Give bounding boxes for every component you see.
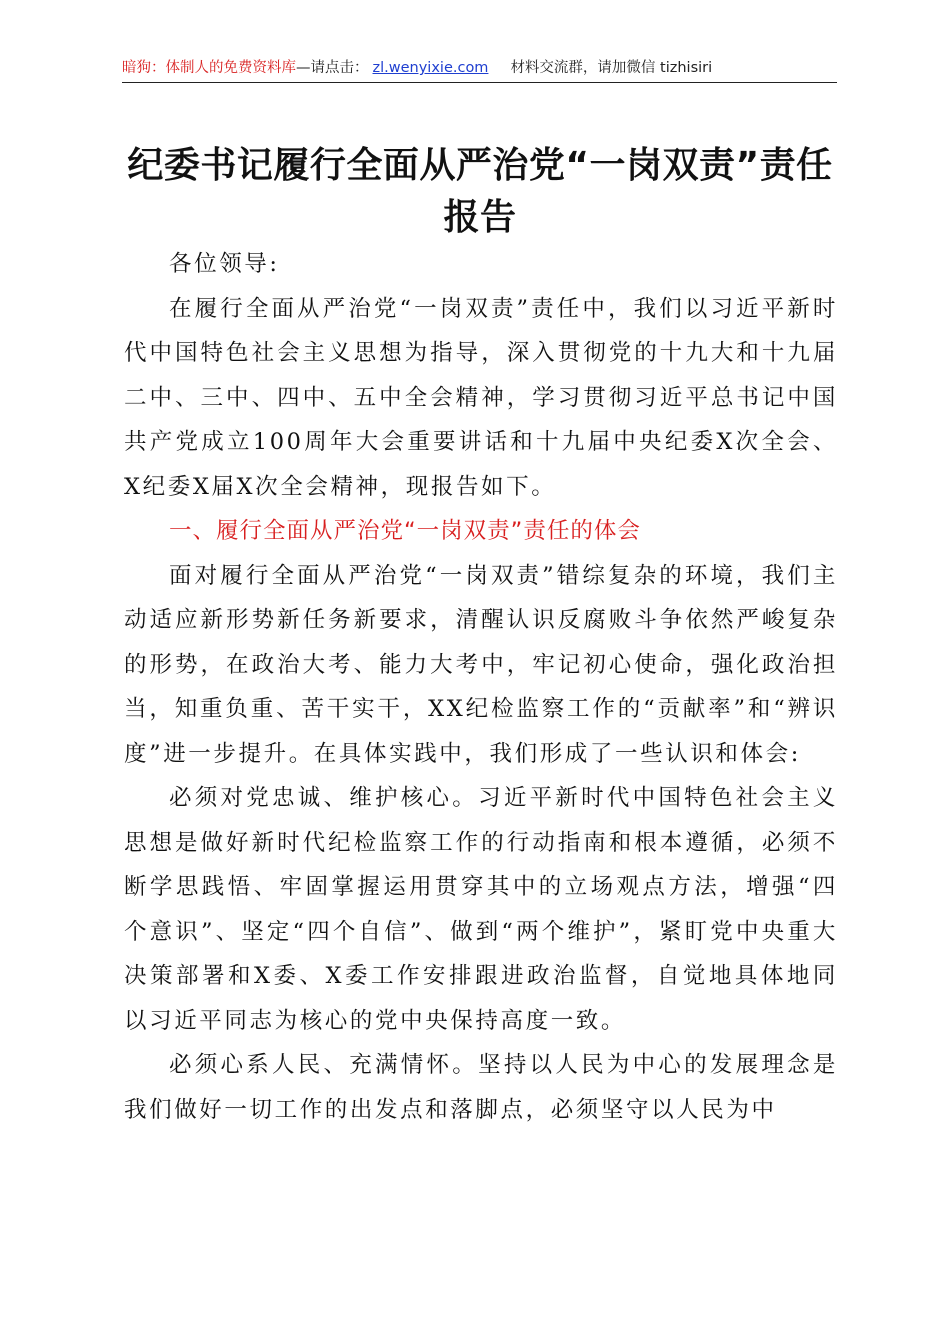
section-heading-1: 一、履行全面从严治党“一岗双责”责任的体会: [169, 518, 641, 544]
paragraph-experience: 面对履行全面从严治党“一岗双责”错综复杂的环境，我们主动适应新形势新任务新要求，清醒认识反腐败斗争依然严峻复杂的形势，在政治大考、能力大考中，牢记初心使命，强化政治担当，知重负重、苦干实干，XX纪检监察工作的“贡献率”和“辨识度”进一步提升。在具体实践中，我们形成了一些认识和体会:: [124, 562, 838, 767]
document-title: [110, 140, 850, 244]
document-header: [122, 58, 837, 83]
paragraph-intro: 在履行全面从严治党“一岗双责”责任中，我们以习近平新时代中国特色社会主义思想为指导，深入贯彻党的十九大和十九届二中、三中、四中、五中全会精神，学习贯彻习近平总书记中国共产党成立100周年大会重要讲话和十九届中央纪委X次全会、X纪委X届X次全会精神，现报告如下。: [124, 295, 838, 500]
header-wechat-note: 材料交流群，请加微信 tizhisiri: [510, 60, 713, 76]
header-lead: 暗狗：体制人的免费资料库: [122, 60, 296, 76]
paragraph-loyalty: 必须对党忠诚、维护核心。习近平新时代中国特色社会主义思想是做好新时代纪检监察工作的行动指南和根本遵循，必须不断学思践悟、牢固掌握运用贯穿其中的立场观点方法，增强“四个意识”、坚定“四个自信”、做到“两个维护”，紧盯党中央重大决策部署和X委、X委工作安排跟进政治监督，自觉地具体地同以习近平同志为核心的党中央保持高度一致。: [124, 785, 838, 1034]
document-body: [124, 242, 838, 1132]
paragraph-people: 必须心系人民、充满情怀。坚持以人民为中心的发展理念是我们做好一切工作的出发点和落脚点，必须坚守以人民为中: [124, 1052, 838, 1123]
title-line-1: 纪委书记履行全面从严治党“一岗双责”责任: [127, 145, 833, 186]
title-line-2: 报告: [443, 197, 517, 238]
salutation: 各位领导:: [169, 251, 280, 277]
header-link[interactable]: zl.wenyixie.com: [372, 60, 489, 76]
header-click-prompt: —请点击：: [296, 60, 369, 76]
